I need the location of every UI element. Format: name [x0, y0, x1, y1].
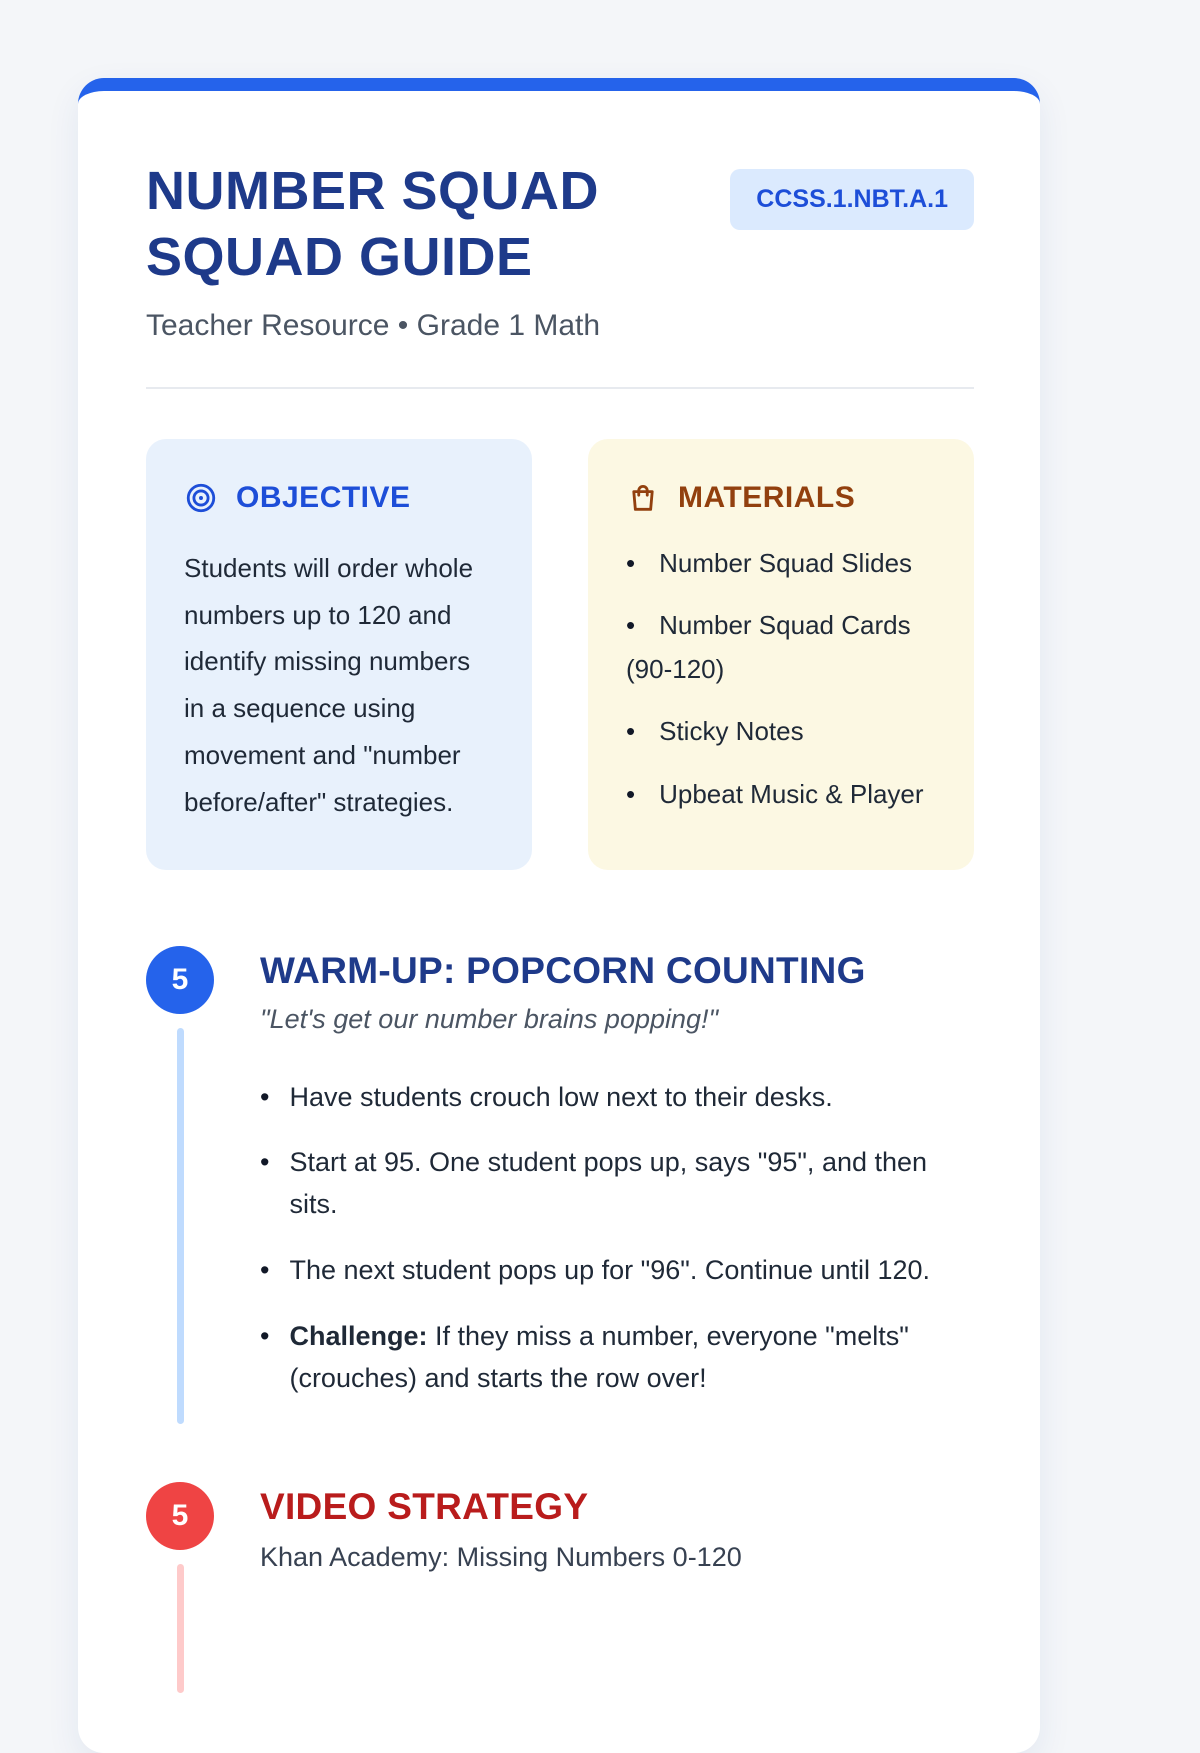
materials-list-item: • Number Squad Slides	[626, 547, 913, 578]
warmup-quote: "Let's get our number brains popping!"	[260, 1003, 719, 1034]
materials-card	[588, 439, 974, 870]
bullet-dot: •	[260, 1255, 270, 1286]
video-step-number: 5	[146, 1482, 214, 1550]
objective-body: Students will order whole numbers up to 120 and identify missing numbers in a sequence using movement and "number before/after" strategies.	[184, 552, 474, 817]
materials-list-item: • Number Squad Cards (90-120)	[626, 609, 911, 685]
video-rail	[146, 1482, 214, 1693]
bullet-dot: •	[626, 778, 636, 809]
warmup-bullet: • The next student pops up for "96". Continue until 120.	[260, 1250, 974, 1292]
section-warmup	[146, 946, 974, 1424]
warmup-body	[260, 946, 974, 1424]
warmup-step-number: 5	[146, 946, 214, 1014]
warmup-timeline-line	[177, 1028, 184, 1424]
bag-icon	[626, 481, 660, 515]
page-title: NUMBER SQUAD SQUAD GUIDE	[146, 161, 600, 287]
video-content-spacer	[260, 1573, 974, 1693]
bullet-dot: •	[626, 609, 636, 640]
materials-card-header	[626, 481, 936, 515]
page-subtitle: Teacher Resource • Grade 1 Math	[146, 308, 601, 342]
warmup-rail	[146, 946, 214, 1424]
section-video	[146, 1482, 974, 1693]
video-body	[260, 1482, 974, 1693]
warmup-bullet: • Start at 95. One student pops up, says "95", and then sits.	[260, 1142, 974, 1226]
bullet-dot: •	[260, 1147, 270, 1178]
bullet-dot: •	[626, 547, 636, 578]
video-title: VIDEO STRATEGY	[260, 1485, 589, 1527]
materials-list	[626, 541, 936, 816]
lesson-guide-card	[78, 78, 1040, 1753]
bullet-dot: •	[260, 1320, 270, 1351]
standard-badge: CCSS.1.NBT.A.1	[730, 169, 974, 230]
divider	[146, 387, 974, 389]
warmup-title: WARM-UP: POPCORN COUNTING	[260, 949, 866, 991]
objective-card-header	[184, 481, 494, 515]
warmup-bullets	[260, 1077, 974, 1400]
bullet-dot: •	[260, 1081, 270, 1112]
materials-list-item: • Upbeat Music & Player	[626, 778, 924, 809]
info-cards-row	[146, 439, 974, 870]
header	[146, 159, 974, 291]
materials-title: MATERIALS	[678, 480, 856, 514]
video-timeline-line	[177, 1564, 184, 1693]
warmup-bullet: • Challenge: If they miss a number, everyone "melts" (crouches) and starts the row over!	[260, 1316, 974, 1400]
bullet-dot: •	[626, 716, 636, 747]
video-subtitle: Khan Academy: Missing Numbers 0-120	[260, 1541, 742, 1572]
objective-title: OBJECTIVE	[236, 480, 411, 514]
materials-list-item: • Sticky Notes	[626, 716, 804, 747]
target-icon	[184, 481, 218, 515]
warmup-bullet: • Have students crouch low next to their desks.	[260, 1077, 974, 1119]
objective-card	[146, 439, 532, 870]
